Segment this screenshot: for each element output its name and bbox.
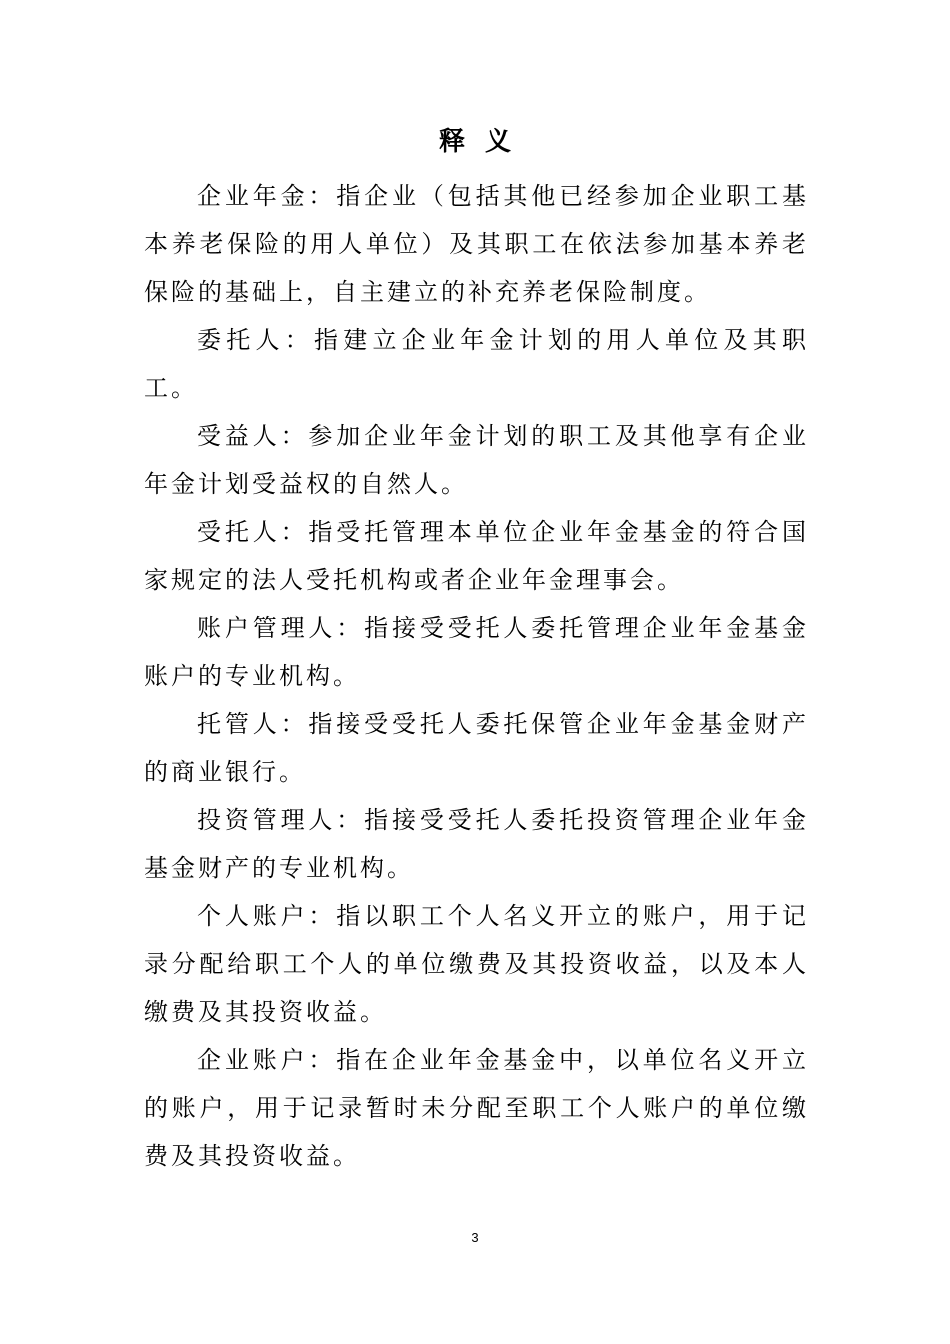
definition-enterprise-annuity: 企业年金：指企业（包括其他已经参加企业职工基本养老保险的用人单位）及其职工在依法参加基本养老保险的基础上，自主建立的补充养老保险制度。 <box>144 182 809 306</box>
definition-individual-account: 个人账户：指以职工个人名义开立的账户，用于记录分配给职工个人的单位缴费及其投资收益，以及本人缴费及其投资收益。 <box>144 902 809 1026</box>
definition-custodian: 托管人：指接受受托人委托保管企业年金基金财产的商业银行。 <box>144 710 809 786</box>
definition-investment-manager: 投资管理人：指接受受托人委托投资管理企业年金基金财产的专业机构。 <box>144 806 809 882</box>
definitions-body <box>144 172 809 1180</box>
definition-enterprise-account: 企业账户：指在企业年金基金中，以单位名义开立的账户，用于记录暂时未分配至职工个人账户的单位缴费及其投资收益。 <box>144 1046 809 1170</box>
definition-trustee: 受托人：指受托管理本单位企业年金基金的符合国家规定的法人受托机构或者企业年金理事会。 <box>144 518 809 594</box>
definition-beneficiary: 受益人：参加企业年金计划的职工及其他享有企业年金计划受益权的自然人。 <box>144 422 809 498</box>
page-number: 3 <box>471 1230 479 1245</box>
page-title: 释义 <box>438 127 531 157</box>
definition-account-manager: 账户管理人：指接受受托人委托管理企业年金基金账户的专业机构。 <box>144 614 809 690</box>
definition-principal: 委托人：指建立企业年金计划的用人单位及其职工。 <box>144 326 809 402</box>
